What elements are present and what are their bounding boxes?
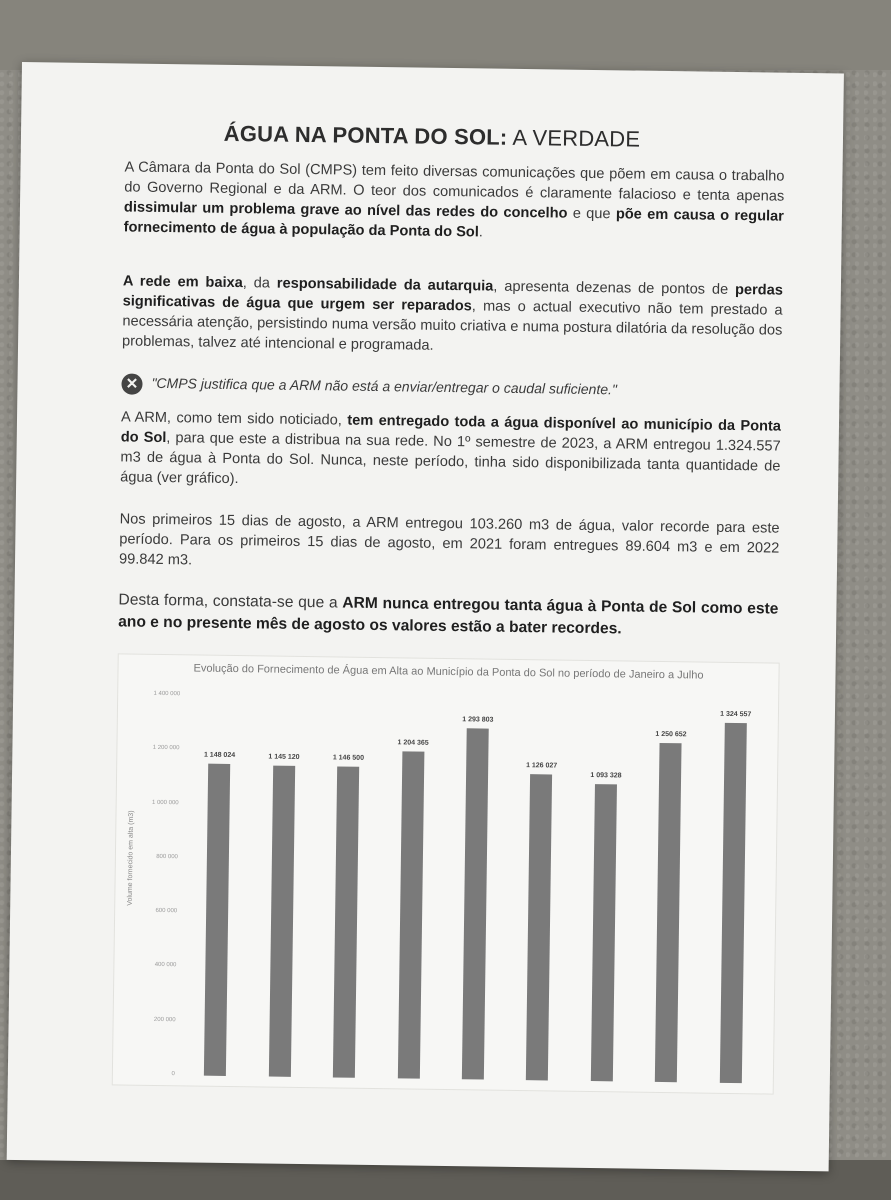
y-tick-label: 800 000 <box>156 853 178 861</box>
bar-chart <box>112 653 780 1094</box>
bar <box>591 784 617 1081</box>
bar-value-label: 1 204 365 <box>397 739 429 747</box>
p3-text-2: , para que este a distribua na sua rede. No 1º semestre de 2023, a ARM entregou 1.324.557 m3 de água à Ponta do Sol. Nunca, neste período, tinha sido disponibilizada tanta quantidade de água (ver gráfico). <box>120 430 781 488</box>
y-tick-label: 1 000 000 <box>151 799 179 806</box>
p3-text-1: A ARM, como tem sido noticiado, <box>120 409 348 429</box>
p5-text-1: Desta forma, constata-se que a <box>118 591 343 612</box>
document-title <box>21 118 843 155</box>
plot-area <box>183 695 768 1083</box>
document-sheet <box>7 62 844 1171</box>
bar-value-label: 1 250 652 <box>655 730 687 738</box>
bar-value-label: 1 293 803 <box>462 716 494 724</box>
x-circle-icon: ✕ <box>121 373 142 394</box>
bar-value-label: 1 146 500 <box>332 754 365 762</box>
bar-value-label: 1 324 557 <box>720 711 752 719</box>
paragraph-4: Nos primeiros 15 dias de agosto, a ARM entregou 103.260 m3 de água, valor recorde para este período. Para os primeiros 15 dias de agosto, em 2021 foram entregues 89.604 m3 e em 2022 99.842 m3. <box>118 511 780 569</box>
y-axis-label: Volume fornecido em alta (m3) <box>126 810 136 906</box>
p2-text-2: , apresenta dezenas de pontos de <box>493 278 736 298</box>
paragraph-5 <box>118 589 779 642</box>
y-tick-label: 400 000 <box>154 962 177 969</box>
p5-bold-1: ARM nunca entregou tanta água à Ponta de Sol como este ano e no presente mês de agosto os valores estão a bater recordes. <box>118 594 779 638</box>
bar <box>720 723 747 1083</box>
paragraph-3 <box>120 407 781 496</box>
bar <box>204 764 230 1076</box>
y-tick-label: 1 400 000 <box>153 690 181 698</box>
p1-text-2: e que <box>567 205 616 223</box>
p1-bold-2: põe em causa o regular fornecimento de água à população da Ponta do Sol <box>123 206 785 241</box>
title-bold: ÁGUA NA PONTA DO SOL: <box>223 120 508 150</box>
p1-text: A Câmara da Ponta do Sol (CMPS) tem feito diversas comunicações que põem em causa o trabalho do Governo Regional e da ARM. O teor dos comunicados é claramente falacioso e tenta apenas <box>124 159 785 205</box>
y-tick-label: 600 000 <box>155 908 178 915</box>
y-tick-label: 1 200 000 <box>152 745 180 752</box>
bar-value-label: 1 145 120 <box>268 753 300 762</box>
bar <box>397 751 424 1078</box>
bar-value-label: 1 093 328 <box>590 772 622 780</box>
title-light: A VERDADE <box>507 124 641 152</box>
paragraph-1 <box>124 157 785 246</box>
p1-bold: dissimular um problema grave ao nível das redes do concelho <box>123 199 568 222</box>
background-top <box>0 0 891 70</box>
y-tick-label: 0 <box>171 1071 175 1078</box>
bar <box>655 743 682 1083</box>
chart-title: Evolução do Fornecimento de Água em Alta ao Município da Ponta do Sol no período de Janeiro a Julho <box>193 662 704 682</box>
paragraph-2 <box>122 271 783 360</box>
bar <box>526 775 552 1081</box>
quote-text: "CMPS justifica que a ARM não está a enviar/entregar o caudal suficiente." <box>151 374 618 398</box>
p2-bold-3: perdas significativas de água que urgem ser reparados <box>122 281 783 315</box>
p1-end: . <box>478 224 484 241</box>
quote-row <box>121 372 781 405</box>
bar <box>333 766 359 1077</box>
p2-bold-1: A rede em baixa <box>122 273 243 292</box>
bar <box>269 766 295 1077</box>
y-tick-label: 200 000 <box>153 1016 176 1023</box>
bar-value-label: 1 126 027 <box>526 762 558 770</box>
p2-text-3: , mas o actual executivo não tem prestado a necessária atenção, persistindo numa versão muito criativa e numa postura dilatória da resolução dos problemas, talvez até intencional e programada. <box>121 298 783 354</box>
bar <box>462 728 489 1079</box>
p3-bold-1: tem entregado toda a água disponível ao município da Ponta do Sol <box>120 412 782 447</box>
p2-text-1: , da <box>242 275 277 292</box>
p2-bold-2: responsabilidade da autarquia <box>276 275 494 295</box>
bar-value-label: 1 148 024 <box>203 751 236 760</box>
